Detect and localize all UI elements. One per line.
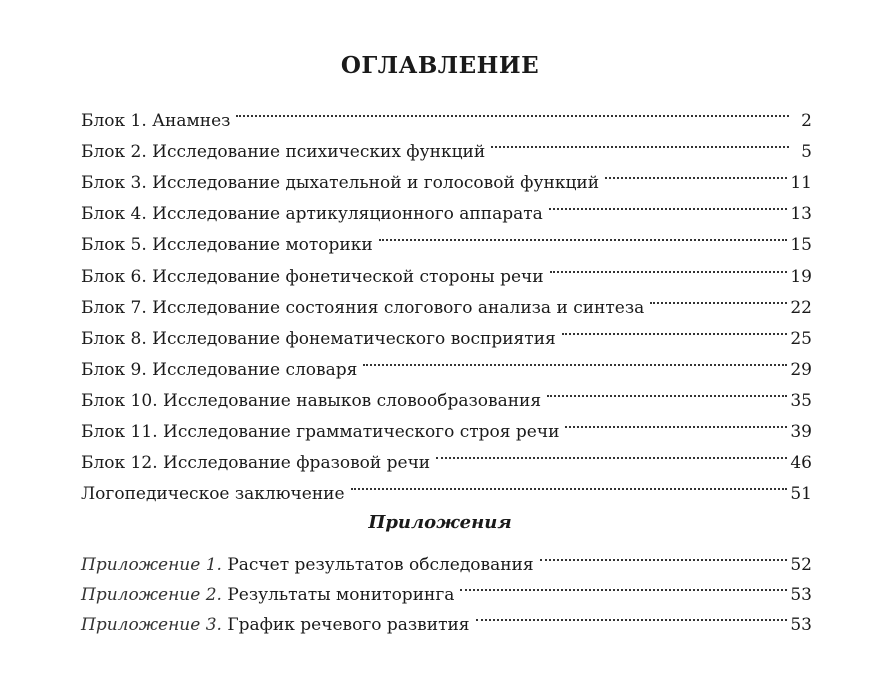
- dot-leader: [650, 282, 787, 313]
- appendix-list: [81, 540, 812, 635]
- toc-entry-label: Блок 11. Исследование грамматического строя речи: [81, 422, 560, 443]
- appendix-entry-title: Результаты мониторинга: [221, 585, 455, 605]
- dot-leader: [540, 540, 788, 570]
- toc-entry-page: 22: [790, 297, 812, 318]
- toc-entry-page: 2: [801, 111, 812, 132]
- dot-leader: [379, 219, 788, 250]
- appendix-entry-title: График речевого развития: [221, 615, 470, 635]
- appendix-heading: Приложения: [368, 512, 512, 533]
- toc-entry-label: Блок 3. Исследование дыхательной и голосовой функций: [81, 173, 600, 194]
- dot-leader: [436, 437, 787, 468]
- appendix-entry-label: [81, 580, 454, 610]
- toc-entry[interactable]: [81, 95, 812, 132]
- dot-leader: [605, 157, 787, 188]
- dot-leader: [562, 313, 788, 344]
- appendix-entry-prefix: Приложение 2.: [81, 585, 222, 605]
- appendix-entry-page: 53: [790, 585, 812, 605]
- dot-leader: [549, 188, 788, 219]
- dot-leader: [236, 95, 789, 126]
- appendix-entry-title: Расчет результатов обследования: [221, 555, 534, 575]
- toc-entry-label: Блок 1. Анамнез: [81, 111, 231, 132]
- dot-leader: [363, 344, 787, 375]
- appendix-entry-page: 52: [790, 555, 812, 575]
- dot-leader: [550, 250, 788, 281]
- toc-entry-page: 5: [801, 142, 812, 163]
- toc-entry-page: 11: [790, 173, 812, 194]
- toc-entry-page: 51: [790, 484, 812, 505]
- dot-leader: [547, 375, 787, 406]
- toc-entry-page: 29: [790, 359, 812, 380]
- toc-entry-label: Блок 12. Исследование фразовой речи: [81, 453, 431, 474]
- toc-entry-label: Блок 2. Исследование психических функций: [81, 142, 486, 163]
- appendix-entry[interactable]: [81, 540, 812, 575]
- toc-entry-label: Логопедическое заключение: [81, 484, 345, 505]
- dot-leader: [460, 570, 787, 600]
- toc-entry-page: 13: [790, 204, 812, 225]
- toc-entry-label: Блок 7. Исследование состояния слогового анализа и синтеза: [81, 297, 645, 318]
- dot-leader: [565, 406, 787, 437]
- dot-leader: [491, 126, 789, 157]
- toc-entry-label: Блок 5. Исследование моторики: [81, 235, 373, 256]
- page-title: ОГЛАВЛЕНИЕ: [340, 52, 540, 79]
- toc-entry-label: Блок 4. Исследование артикуляционного аппарата: [81, 204, 543, 225]
- toc-entry-page: 35: [790, 390, 812, 411]
- appendix-entry-label: [81, 610, 470, 640]
- dot-leader: [351, 468, 788, 499]
- toc-entry-label: Блок 10. Исследование навыков словообразования: [81, 390, 542, 411]
- dot-leader: [476, 600, 788, 630]
- toc-entry-page: 15: [790, 235, 812, 256]
- toc-entry-page: 39: [790, 422, 812, 443]
- toc-entry-label: Блок 6. Исследование фонетической стороны речи: [81, 266, 544, 287]
- toc-entry-page: 46: [790, 453, 812, 474]
- table-of-contents: [81, 95, 812, 505]
- toc-entry-page: 25: [790, 328, 812, 349]
- appendix-entry-prefix: Приложение 3.: [81, 615, 222, 635]
- toc-entry-page: 19: [790, 266, 812, 287]
- toc-entry-label: Блок 9. Исследование словаря: [81, 359, 358, 380]
- appendix-entry-prefix: Приложение 1.: [81, 555, 222, 575]
- toc-entry-label: Блок 8. Исследование фонематического восприятия: [81, 328, 556, 349]
- appendix-entry-page: 53: [790, 615, 812, 635]
